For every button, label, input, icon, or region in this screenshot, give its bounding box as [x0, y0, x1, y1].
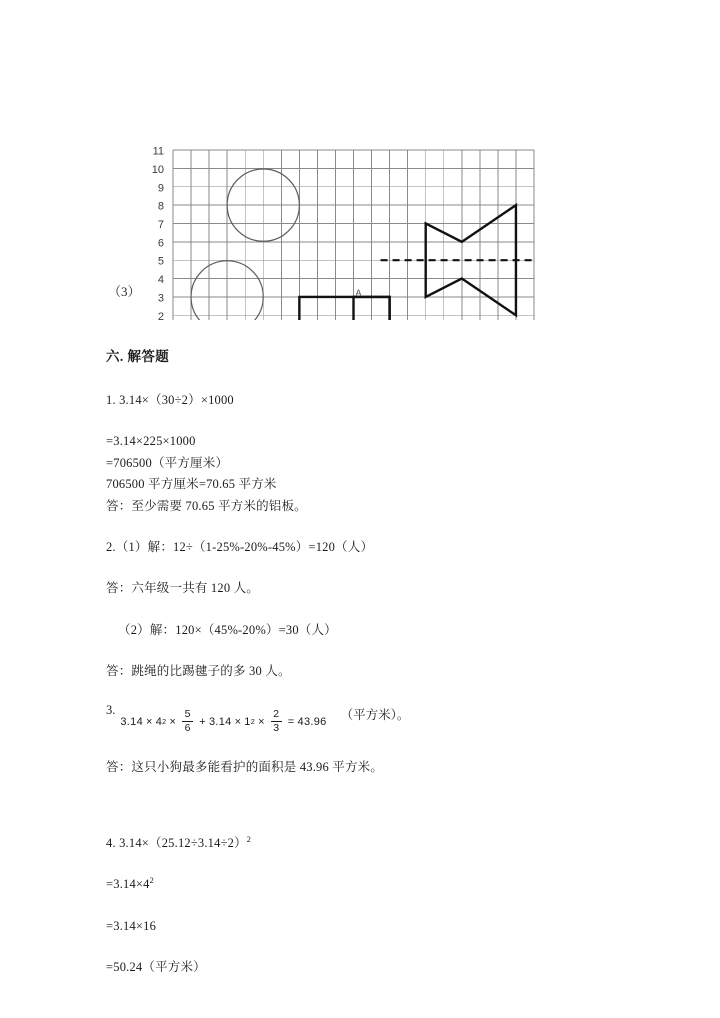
y-axis-tick-label: 10	[151, 163, 164, 176]
figure-number-label: （3）	[108, 284, 141, 299]
q2-part1-answer: 答：六年级一共有 120 人。	[106, 581, 260, 596]
q3-answer-line: 答：这只小狗最多能看护的面积是 43.96 平方米。	[106, 760, 384, 775]
q3-equals: =	[287, 715, 295, 728]
q3-formula	[106, 703, 626, 734]
q4-line1-text: 4. 3.14×（25.12÷3.14÷2）	[106, 835, 247, 850]
q2-part1-expression: 2.（1）解：12÷（1-25%-20%-45%）=120（人）	[106, 539, 374, 554]
q3-term4: 1	[244, 715, 251, 728]
q3-op1: ×	[145, 715, 153, 728]
y-axis-tick-label: 3	[157, 292, 164, 305]
q3-term2: 4	[155, 715, 163, 728]
q4-expression-line1	[106, 834, 626, 853]
q4-line1-exponent: 2	[246, 834, 252, 844]
point-label-a: A	[355, 287, 362, 298]
q3-fraction-2-denominator: 3	[273, 722, 280, 735]
q3-result: 43.96	[297, 715, 327, 728]
q3-formula-body: 3.14 × 4 2 × $\frac{5}{6}$ + 3.14 × 1 2 × $\frac{2}{3}$ = 43.96	[120, 708, 327, 735]
q3-fraction-2-numerator: 2	[273, 708, 280, 721]
q4-expression-line2	[106, 875, 626, 894]
grid-lines	[173, 150, 534, 320]
q1-expression-line1: 1. 3.14×（30÷2）×1000	[106, 393, 234, 407]
q3-fraction-1-numerator: 5	[184, 708, 191, 721]
y-axis-tick-label: 7	[157, 218, 164, 231]
q4-expression-line3: =3.14×16	[106, 918, 157, 933]
q3-op5: ×	[258, 715, 265, 728]
y-axis-tick-label: 5	[157, 255, 164, 268]
rectangle-wide	[299, 297, 389, 320]
q4-expression-line4: =50.24（平方米）	[106, 959, 206, 974]
answer-section	[106, 345, 626, 999]
q1-expression-line2: =3.14×225×1000	[106, 434, 196, 449]
q3-term3: 3.14	[208, 715, 232, 728]
section-heading: 六. 解答题	[106, 349, 170, 364]
y-axis-tick-label: 2	[157, 310, 164, 320]
q3-fraction-1	[182, 709, 193, 734]
q3-op3: +	[199, 715, 206, 728]
y-axis-tick-label: 8	[157, 200, 164, 213]
q1-expression-line3: =706500（平方厘米）	[106, 455, 229, 470]
q2-part2-expression: （2）解：120×（45%-20%）=30（人）	[118, 622, 337, 637]
y-axis-tick-label: 11	[152, 145, 164, 158]
y-axis-tick-label: 4	[157, 274, 164, 287]
q4-line2-text: =3.14×4	[106, 877, 150, 892]
y-axis-tick-label: 6	[157, 237, 164, 250]
q3-op4: ×	[234, 715, 242, 728]
q1-expression-line4: 706500 平方厘米=70.65 平方米	[106, 477, 277, 492]
q3-op2: ×	[169, 715, 177, 728]
q2-part2-answer: 答：跳绳的比踢毽子的多 30 人。	[106, 664, 291, 678]
y-axis-tick-label: 9	[157, 182, 164, 195]
q4-line2-exponent: 2	[149, 876, 154, 885]
q3-index: 3.	[106, 703, 116, 718]
q3-fraction-1-denominator: 6	[184, 722, 191, 735]
q1-answer-line: 答：至少需要 70.65 平方米的铝板。	[106, 498, 307, 513]
q3-term1: 3.14	[120, 715, 143, 728]
q3-formula-unit: （平方米）。	[340, 708, 410, 723]
q3-fraction-2	[271, 709, 282, 734]
